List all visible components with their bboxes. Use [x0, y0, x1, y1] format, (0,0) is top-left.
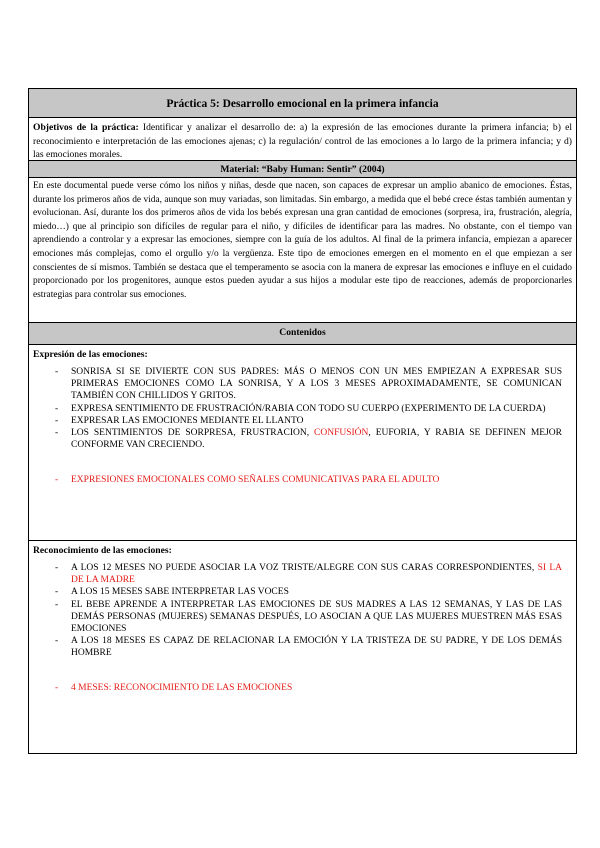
contents-title: Contenidos: [279, 327, 326, 338]
expression-title: Expresión de las emociones:: [33, 349, 148, 360]
objectives-cell: [29, 118, 576, 161]
list-item: - A LOS 15 MESES SABE INTERPRETAR LAS VOCES: [71, 586, 562, 598]
page-title: [29, 89, 576, 118]
material-title: Material: “Baby Human: Sentir” (2004): [220, 164, 385, 175]
highlight-annotation: SI LA DE LA MADRE: [71, 563, 562, 586]
expression-section: [29, 345, 576, 541]
recognition-section: [29, 541, 576, 753]
practice-table: [28, 88, 577, 754]
recognition-list: [33, 562, 572, 694]
list-item: - A LOS 18 MESES ES CAPAZ DE RELACIONAR LA EMOCIÓN Y LA TRISTEZA DE SU PADRE, Y DE LOS DEMÁS HOMBRE: [71, 635, 562, 659]
summary-text: En este documental puede verse cómo los niños y niñas, desde que nacen, son capaces de expresar un amplio abanico de emociones. Éstas, durante los primeros años de vida, aunque son muy variadas, son limitadas. Sin embargo, a medida que el bebé crece éstas también aumentan y evolucionan. Así, durante los dos primeros años de vida los bebés expresan una gran cantidad de emociones (sorpresa, ira, frustración, alegría, miedo…) que al principio son difíciles de regular para el niño, y difíciles de identificar para las madres. No obstante, con el tiempo van aprendiendo a controlar y a expresar las emociones, siempre con la guía de los adultos. Al final de la primera infancia, empiezan a aparecer emociones más complejas, como el orgullo y/o la vergüenza. Este tipo de emociones emergen en el momento en el que empiezan a ser conscientes de sí mismos. También se destaca que el temperamento se asocia con la manera de expresar las emociones e influye en el cuidado proporcionado por los progenitores, aunque estos pueden ayudar a sus hijos a modular este tipo de reacciones, además de proporcionarles estrategias para controlar sus emociones.: [33, 181, 572, 300]
page-title-text: Práctica 5: Desarrollo emocional en la primera infancia: [166, 98, 439, 110]
list-item: [71, 562, 562, 586]
list-item-text: LOS SENTIMIENTOS DE SORPRESA, FRUSTRACION,: [71, 428, 315, 439]
red-note: - 4 MESES: RECONOCIMIENTO DE LAS EMOCIONES: [71, 682, 562, 694]
list-item: - EXPRESAR LAS EMOCIONES MEDIANTE EL LLANTO: [71, 415, 562, 427]
objectives-text: Identificar y analizar el desarrollo de: a) la expresión de las emociones durante la primera infancia; b) el reconocimiento e interpretación de las emociones ajenas; c) la regulación/ control de las emociones a lo largo de la primera infancia; y d) las emociones morales.: [33, 122, 572, 161]
recognition-title: Reconocimiento de las emociones:: [33, 545, 172, 556]
list-spacer: [71, 451, 562, 474]
contents-heading: [29, 323, 576, 345]
list-spacer: [71, 660, 562, 682]
list-item: - SONRISA SI SE DIVIERTE CON SUS PADRES: MÁS O MENOS CON UN MES EMPIEZAN A EXPRESAR SUS PRIMERAS EMOCIONES COMO LA SONRISA, Y A LOS 3 MESES APROXIMADAMENTE, SE COMUNICAN TAMBIÉN CON CHILLIDOS Y GRITOS.: [71, 366, 562, 403]
expression-list: [33, 366, 572, 487]
list-item: [71, 427, 562, 451]
list-item-text: A LOS 12 MESES NO PUEDE ASOCIAR LA VOZ TRISTE/ALEGRE CON SUS CARAS CORRESPONDIENTES,: [71, 563, 538, 573]
red-note: - EXPRESIONES EMOCIONALES COMO SEÑALES COMUNICATIVAS PARA EL ADULTO: [71, 474, 562, 486]
summary-cell: [29, 178, 576, 323]
objectives-label: Objetivos de la práctica:: [33, 122, 139, 133]
material-heading: [29, 161, 576, 178]
highlight-annotation: CONFUSIÓN: [314, 428, 369, 439]
list-item-text: , EUFORIA, Y RABIA SE DEFINEN MEJOR CONFORME VAN CRECIENDO.: [71, 428, 562, 451]
list-item: - EL BEBE APRENDE A INTERPRETAR LAS EMOCIONES DE SUS MADRES A LAS 12 SEMANAS, Y LAS DE LAS DEMÁS PERSONAS (MUJERES) SEMANAS DESPUÉS, LO ASOCIAN A QUE LAS MUJERES MUESTREN MÁS ESAS EMOCIONES: [71, 599, 562, 636]
list-item: - EXPRESA SENTIMIENTO DE FRUSTRACIÓN/RABIA CON TODO SU CUERPO (EXPERIMENTO DE LA CUERDA): [71, 403, 562, 415]
